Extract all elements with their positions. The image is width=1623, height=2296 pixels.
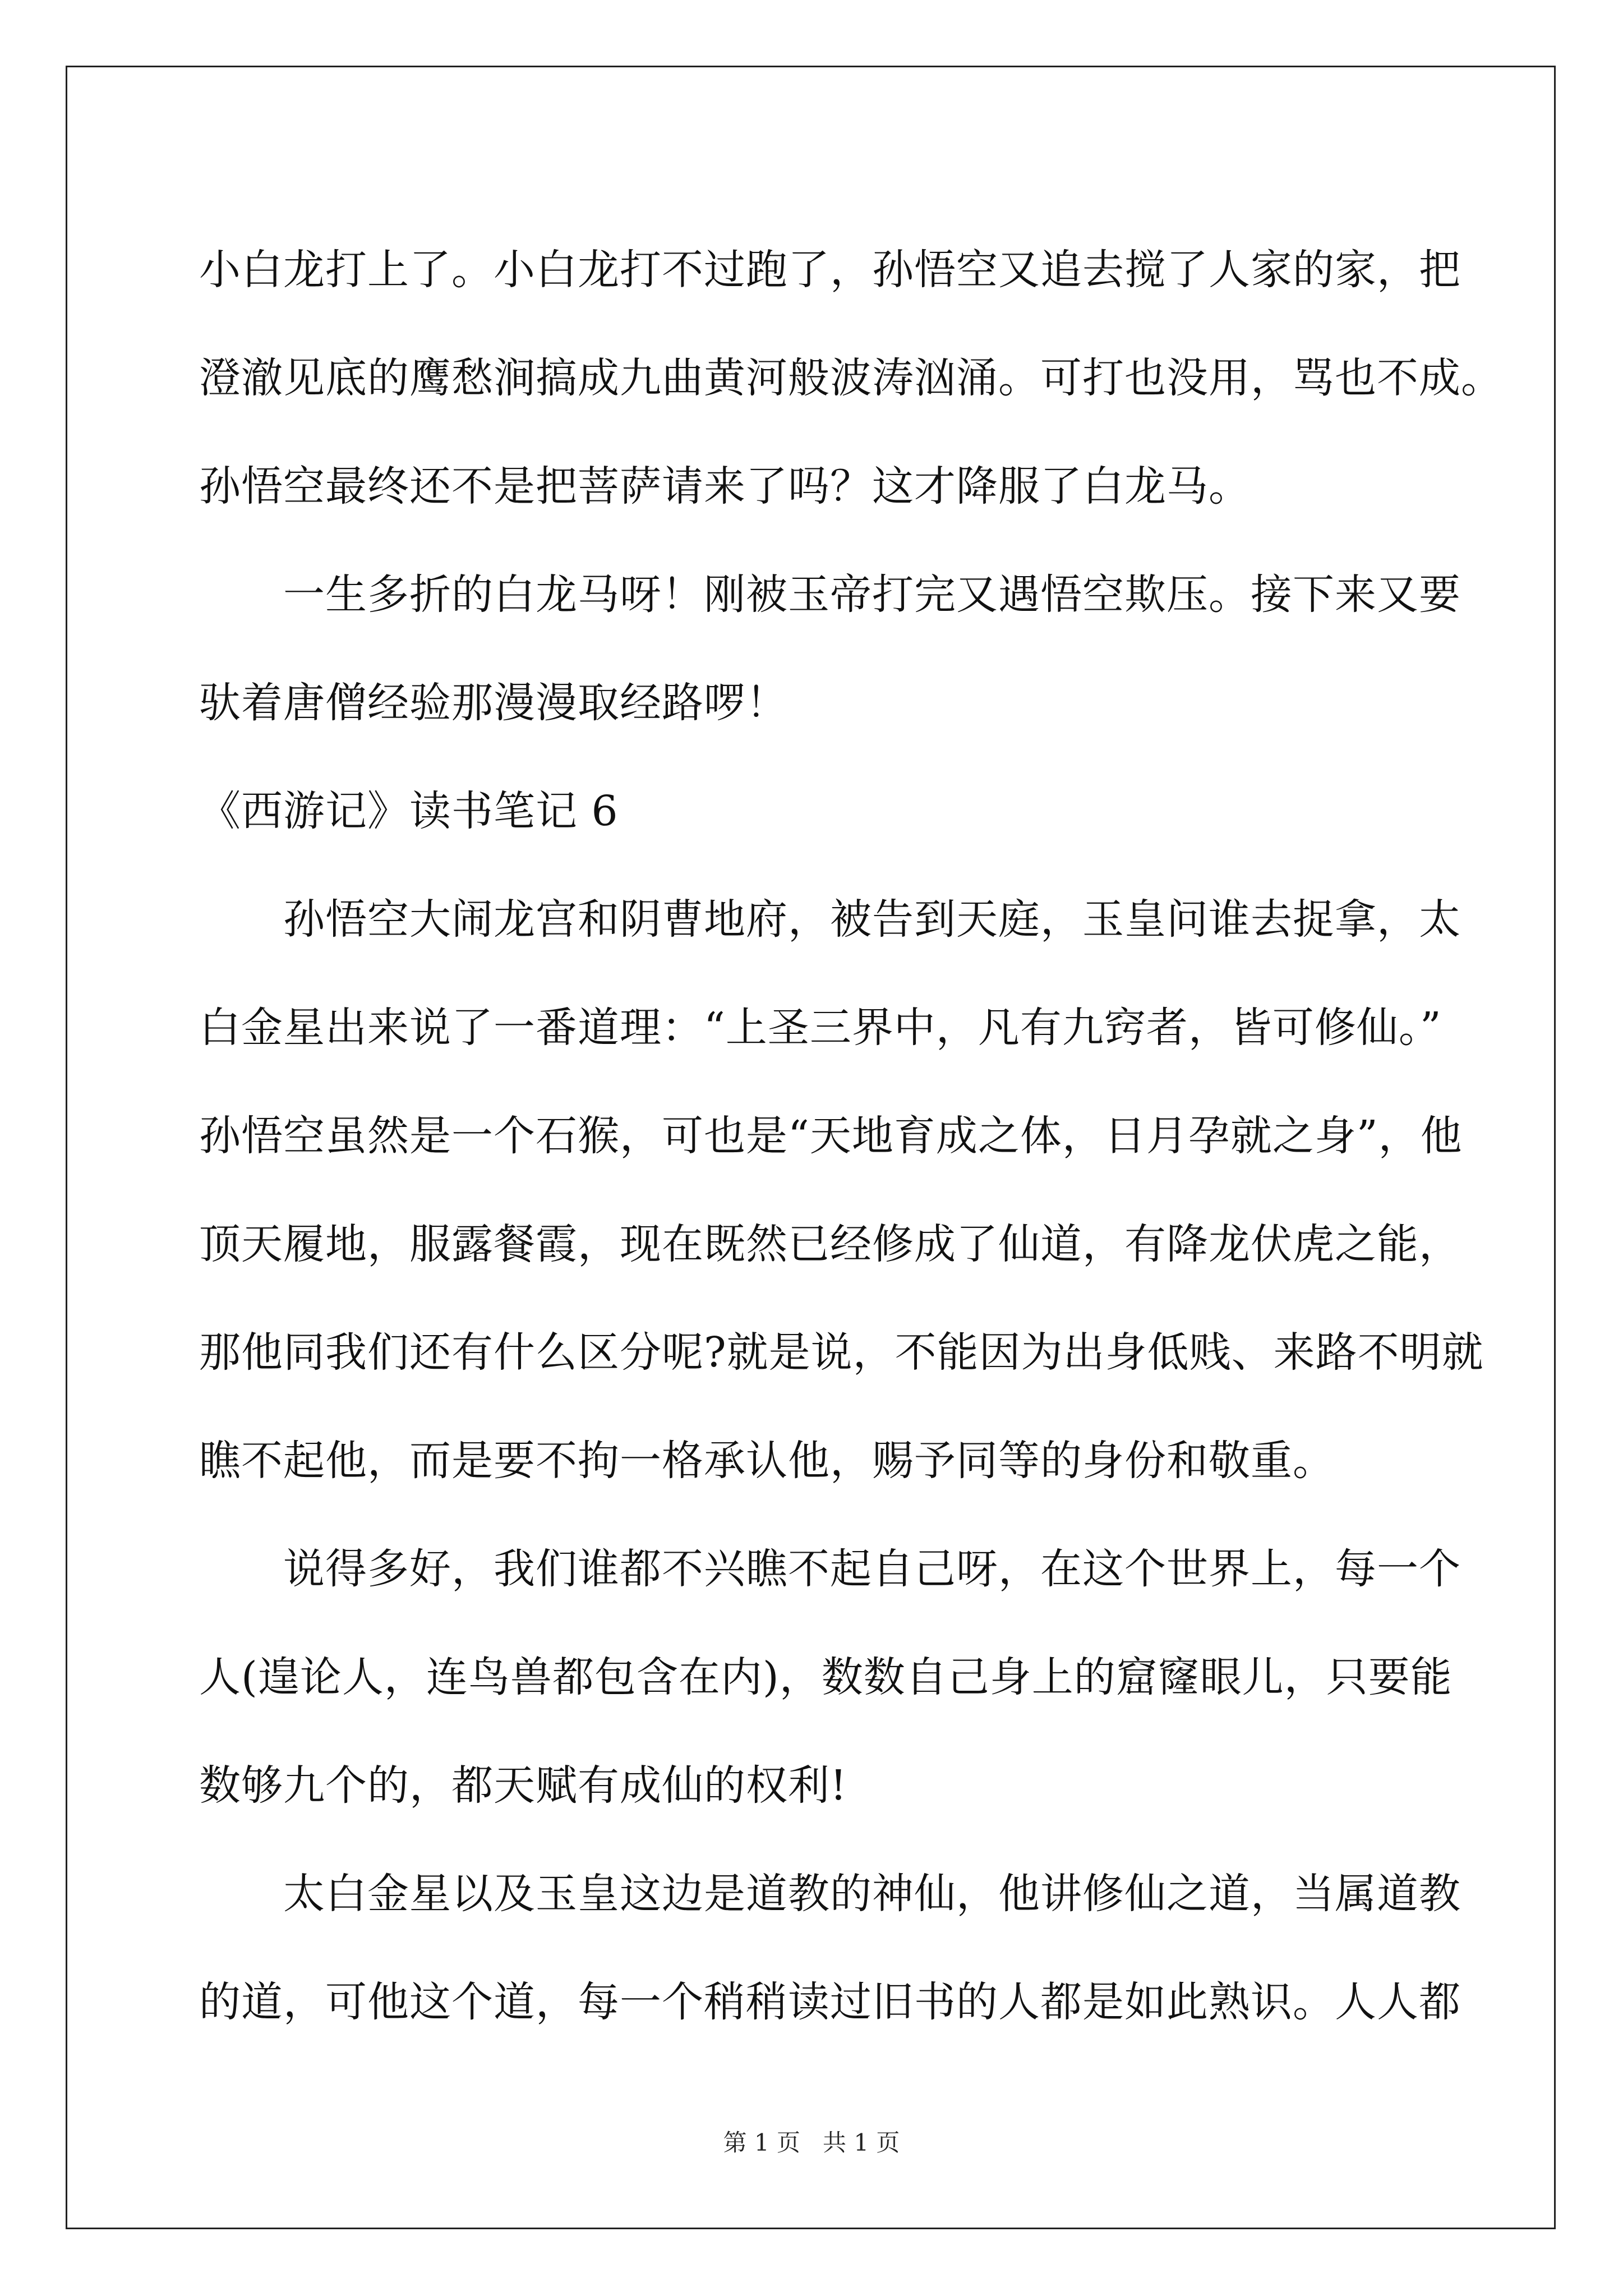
text-line: 太白金星以及玉皇这边是道教的神仙，他讲修仙之道，当属道教 bbox=[283, 1870, 1461, 1918]
section-heading: 《西游记》读书笔记 6 bbox=[199, 787, 619, 835]
paragraph bbox=[199, 1840, 1461, 2056]
text-line: 孙悟空最终还不是把菩萨请来了吗？这才降服了白龙马。 bbox=[199, 462, 1251, 510]
text-line: 瞧不起他，而是要不拘一格承认他，赐予同等的身份和敬重。 bbox=[199, 1437, 1335, 1485]
text-line: 一生多折的白龙马呀！刚被玉帝打完又遇悟空欺压。接下来又要 bbox=[283, 570, 1461, 619]
page-footer bbox=[0, 2126, 1623, 2160]
paragraph bbox=[199, 216, 1503, 541]
text-line: 数够九个的，都天赋有成仙的权利! bbox=[199, 1761, 847, 1810]
paragraph bbox=[199, 541, 1461, 757]
paragraph bbox=[199, 866, 1484, 1515]
text-line: 说得多好，我们谁都不兴瞧不起自己呀，在这个世界上，每一个 bbox=[283, 1545, 1461, 1593]
page-total: 共 1 页 bbox=[823, 2129, 900, 2156]
text-line: 孙悟空大闹龙宫和阴曹地府，被告到天庭，玉皇问谁去捉拿，太 bbox=[283, 895, 1461, 944]
page-number: 第 1 页 bbox=[723, 2129, 800, 2156]
text-line: 顶天履地，服露餐霞，现在既然已经修成了仙道，有降龙伏虎之能， bbox=[199, 1220, 1461, 1268]
text-line: 小白龙打上了。小白龙打不过跑了，孙悟空又追去搅了人家的家，把 bbox=[199, 246, 1461, 294]
text-line: 驮着唐僧经验那漫漫取经路啰！ bbox=[199, 679, 788, 727]
text-line: 孙悟空虽然是一个石猴，可也是“天地育成之体，日月孕就之身”，他 bbox=[199, 1112, 1463, 1160]
text-line: 的道，可他这个道，每一个稍稍读过旧书的人都是如此熟识。人人都 bbox=[199, 1978, 1461, 2026]
paragraph bbox=[199, 1515, 1461, 1840]
text-line: 那他同我们还有什么区分呢?就是说，不能因为出身低贱、来路不明就 bbox=[199, 1328, 1484, 1377]
text-line: 白金星出来说了一番道理：“上圣三界中，凡有九窍者，皆可修仙。” bbox=[199, 1004, 1442, 1052]
text-line: 人(遑论人，连鸟兽都包含在内)，数数自己身上的窟窿眼儿，只要能 bbox=[199, 1653, 1453, 1701]
text-line: 澄澈见底的鹰愁涧搞成九曲黄河般波涛汹涌。可打也没用，骂也不成。 bbox=[199, 354, 1503, 402]
document-body bbox=[199, 216, 1503, 2056]
